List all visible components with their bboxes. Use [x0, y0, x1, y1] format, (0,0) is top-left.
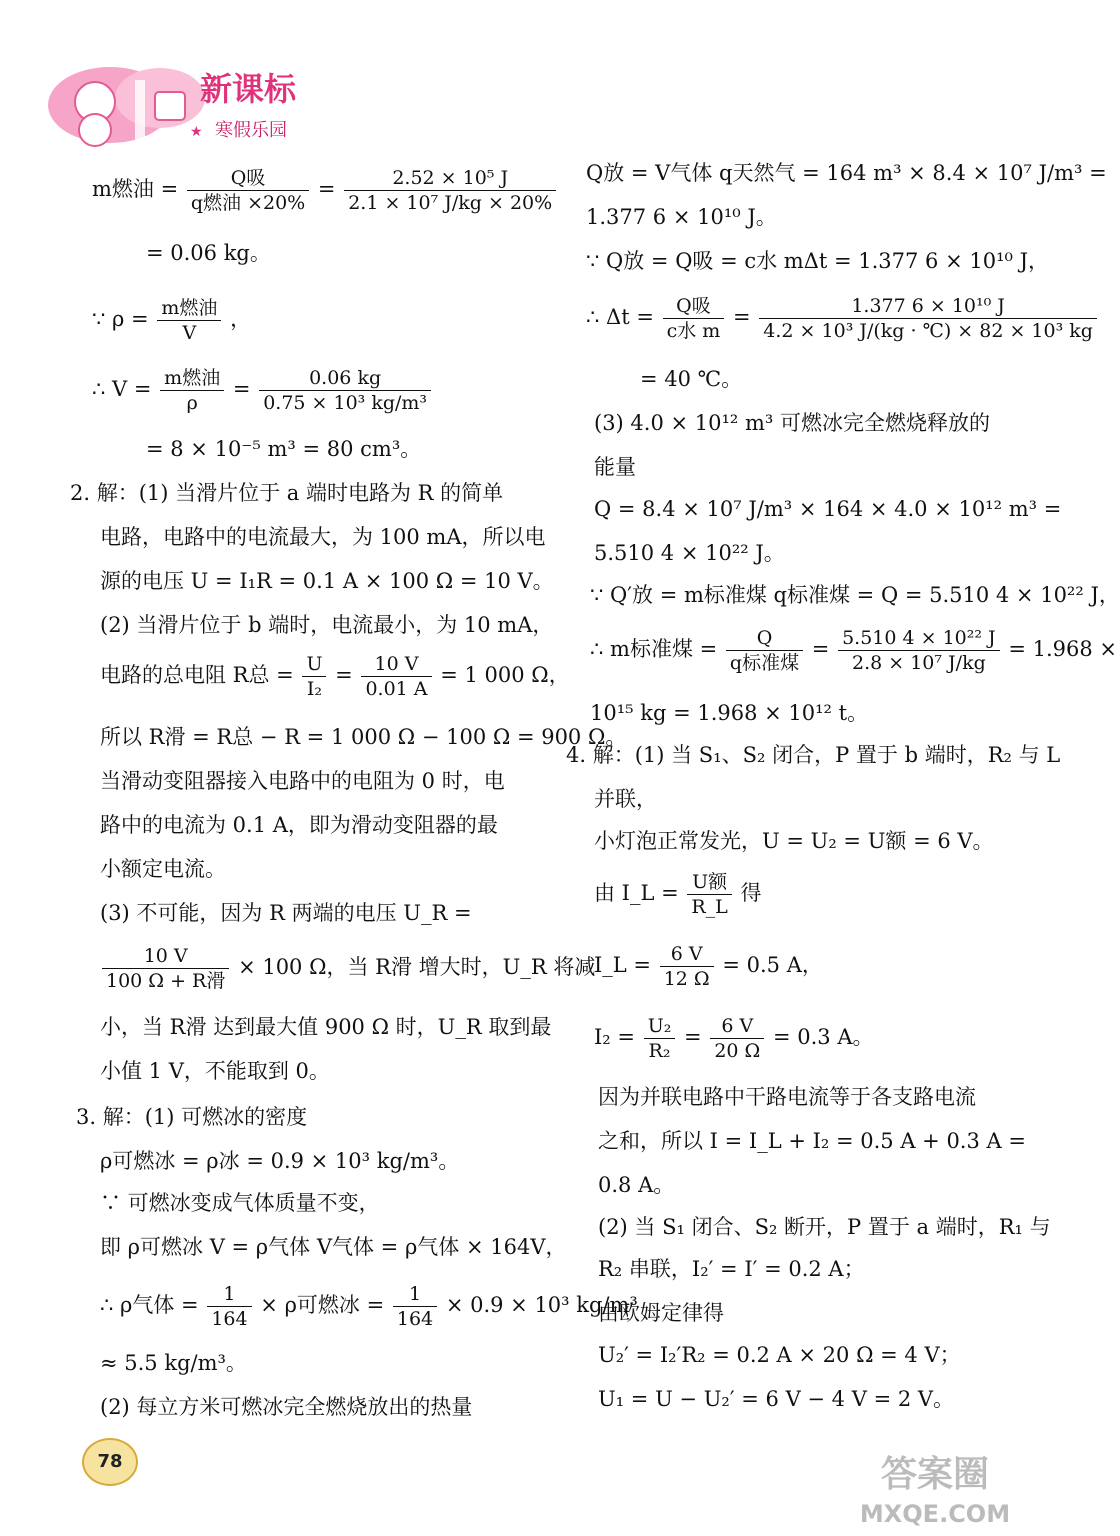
left-line-10: 电路的总电阻 R总 = $\frac{U}{\text{I₂}}$ = $\frac{10 V}{0.01 A}$ = 1 000 Ω， — [100, 653, 570, 700]
left-line-17: 小，当 R滑 达到最大值 900 Ω 时，U_R 取到最 — [100, 1015, 552, 1039]
banner-subtitle: 寒假乐园 — [215, 120, 287, 141]
left-line-23: ∴ ρ气体 = $\frac{1}{164}$ × ρ可燃冰 = $\frac{1}{164}$ × 0.9 × 10³ kg/m³ — [100, 1283, 638, 1330]
right-line-17: I_L = $\frac{6 V}{12 \Omega}$ = 0.5 A， — [594, 943, 823, 990]
header-banner — [40, 50, 330, 150]
right-line-26: U₁ = U − U₂′ = 6 V − 4 V = 2 V。 — [598, 1387, 955, 1411]
right-line-15: 小灯泡正常发光，U = U₂ = U额 = 6 V。 — [594, 829, 994, 853]
page-number: 78 — [82, 1438, 138, 1486]
right-line-18: I₂ = $\frac{\text{U₂}}{\text{R₂}}$ = $\frac{6 V}{20 \Omega}$ = 0.3 A。 — [594, 1015, 874, 1062]
left-line-12: 当滑动变阻器接入电路中的电阻为 0 时，电 — [100, 769, 505, 793]
left-line-15: (3) 不可能，因为 R 两端的电压 U_R = — [100, 901, 472, 925]
watermark-logo — [840, 1448, 1030, 1530]
left-line-18: 小值 1 V，不能取到 0。 — [100, 1059, 330, 1083]
right-line-13: 4. 解：(1) 当 S₁、S₂ 闭合，P 置于 b 端时，R₂ 与 L — [566, 743, 1061, 767]
left-line-4: ∴ V = $\frac{\text{m燃油}}{\rho}$ = $\frac{0.06 kg}{\text{0.75 × 10³ kg/m³}}$ — [92, 366, 433, 415]
fraction: $\frac{10 V}{0.01 A}$ — [361, 652, 431, 701]
svg-text:MXQE.COM: MXQE.COM — [859, 1500, 1011, 1528]
left-line-1: m燃油 = $\frac{\text{Q吸}}{\text{q燃油 ×20\%}}$ = $\frac{\text{2.52 × 10⁵ J}}{\text{2.1 × 10⁷ J/kg × 20\%}}$ — [92, 166, 558, 215]
right-line-3: ∵ Q放 = Q吸 = c水 mΔt = 1.377 6 × 10¹⁰ J， — [586, 249, 1050, 273]
left-line-19: 3. 解：(1) 可燃冰的密度 — [76, 1105, 308, 1129]
left-line-3: ∵ ρ = $\frac{\text{m燃油}}{V}$ ， — [92, 297, 252, 344]
right-line-24: 由欧姆定律得 — [598, 1301, 724, 1325]
right-line-5: = 40 ℃。 — [640, 367, 743, 391]
left-line-7: 电路，电路中的电流最大，为 100 mA，所以电 — [100, 525, 546, 549]
left-line-14: 小额定电流。 — [100, 857, 226, 881]
fraction: $\frac{0.06 kg}{\text{0.75 × 10³ kg/m³}}$ — [259, 366, 431, 415]
fraction: $\frac{\text{5.510 4 × 10²² J}}{\text{2.8 × 10⁷ J/kg}}$ — [838, 626, 1000, 675]
left-line-11: 所以 R滑 = R总 − R = 1 000 Ω − 100 Ω = 900 Ω。 — [100, 725, 627, 749]
left-line-25: (2) 每立方米可燃冰完全燃烧放出的热量 — [100, 1395, 473, 1419]
right-line-23: R₂ 串联，I₂′ = I′ = 0.2 A； — [598, 1257, 865, 1281]
left-line-9: (2) 当滑片位于 b 端时，电流最小，为 10 mA， — [100, 613, 554, 637]
left-line-6: 2. 解：(1) 当滑片位于 a 端时电路为 R 的简单 — [70, 481, 504, 505]
right-line-10: ∵ Q′放 = m标准煤 q标准煤 = Q = 5.510 4 × 10²² J， — [590, 583, 1120, 607]
right-line-20: 之和，所以 I = I_L + I₂ = 0.5 A + 0.3 A = — [598, 1129, 1026, 1153]
right-line-1: Q放 = V气体 q天然气 = 164 m³ × 8.4 × 10⁷ J/m³ = — [586, 161, 1107, 185]
right-line-11: ∴ m标准煤 = $\frac{Q}{\text{q标准煤}}$ = $\frac{\text{5.510 4 × 10²² J}}{\text{2.8 × 10⁷ J/kg}}$ = 1.968 × — [590, 627, 1118, 674]
right-line-19: 因为并联电路中干路电流等于各支路电流 — [598, 1085, 976, 1109]
right-line-25: U₂′ = I₂′R₂ = 0.2 A × 20 Ω = 4 V； — [598, 1343, 961, 1367]
left-line-22: 即 ρ可燃冰 V = ρ气体 V气体 = ρ气体 × 164V， — [100, 1235, 567, 1259]
fraction: $\frac{6 V}{12 \Omega}$ — [660, 942, 714, 991]
left-line-20: ρ可燃冰 = ρ冰 = 0.9 × 10³ kg/m³。 — [100, 1149, 460, 1173]
left-line-5: = 8 × 10⁻⁵ m³ = 80 cm³。 — [146, 437, 422, 461]
fraction: $\frac{10 V}{\text{100 Ω + R滑}}$ — [102, 944, 229, 993]
right-line-2: 1.377 6 × 10¹⁰ J。 — [586, 205, 777, 229]
left-line-13: 路中的电流为 0.1 A，即为滑动变阻器的最 — [100, 813, 498, 837]
fraction: $\frac{\text{U₂}}{\text{R₂}}$ — [644, 1014, 676, 1063]
right-line-21: 0.8 A。 — [598, 1173, 675, 1197]
right-line-8: Q = 8.4 × 10⁷ J/m³ × 164 × 4.0 × 10¹² m³ = — [594, 497, 1062, 521]
fraction: $\frac{1}{164}$ — [393, 1282, 437, 1331]
fraction: $\frac{\text{Q吸}}{\text{c水 m}}$ — [663, 294, 725, 343]
fraction: $\frac{\text{Q吸}}{\text{q燃油 ×20\%}}$ — [187, 166, 309, 215]
fraction: $\frac{\text{m燃油}}{\rho}$ — [160, 366, 224, 415]
right-line-4: ∴ Δt = $\frac{\text{Q吸}}{\text{c水 m}}$ = $\frac{\text{1.377 6 × 10¹⁰ J}}{\text{4.2 × 10³ J/(kg · ℃) × 82 × 10³ kg}}$ — [586, 294, 1099, 343]
right-line-9: 5.510 4 × 10²² J。 — [594, 541, 785, 565]
right-line-6: (3) 4.0 × 10¹² m³ 可燃冰完全燃烧释放的 — [594, 411, 991, 435]
fraction: $\frac{\text{U额}}{R\_L}$ — [687, 870, 731, 919]
fraction: $\frac{\text{1.377 6 × 10¹⁰ J}}{\text{4.2 × 10³ J/(kg · ℃) × 82 × 10³ kg}}$ — [759, 294, 1097, 343]
left-line-8: 源的电压 U = I₁R = 0.1 A × 100 Ω = 10 V。 — [100, 569, 554, 593]
banner-title: 新课标 — [200, 70, 297, 108]
svg-text:★: ★ — [190, 124, 203, 140]
svg-text:答案圈: 答案圈 — [880, 1454, 990, 1495]
right-line-12: 10¹⁵ kg = 1.968 × 10¹² t。 — [590, 701, 869, 725]
left-line-16: $\frac{10 V}{\text{100 Ω + R滑}}$ × 100 Ω，当 R滑 增大时，U_R 将减 — [100, 944, 595, 993]
fraction: $\frac{\text{m燃油}}{V}$ — [157, 296, 221, 345]
left-line-24: ≈ 5.5 kg/m³。 — [100, 1351, 247, 1375]
fraction: $\frac{6 V}{20 \Omega}$ — [710, 1014, 764, 1063]
fraction: $\frac{1}{164}$ — [207, 1282, 251, 1331]
formula-lhs: m燃油 = — [92, 177, 179, 201]
right-line-16: 由 I_L = $\frac{\text{U额}}{R\_L}$ 得 — [594, 871, 762, 918]
left-line-21: ∵ 可燃冰变成气体质量不变， — [100, 1191, 380, 1215]
left-line-2: = 0.06 kg。 — [146, 241, 271, 265]
right-line-7: 能量 — [594, 455, 636, 479]
fraction: $\frac{Q}{\text{q标准煤}}$ — [726, 626, 803, 675]
right-line-14: 并联， — [594, 787, 657, 811]
right-line-22: (2) 当 S₁ 闭合、S₂ 断开，P 置于 a 端时，R₁ 与 — [598, 1215, 1051, 1239]
fraction: $\frac{U}{\text{I₂}}$ — [302, 652, 326, 701]
fraction: $\frac{\text{2.52 × 10⁵ J}}{\text{2.1 × 10⁷ J/kg × 20\%}}$ — [344, 166, 556, 215]
